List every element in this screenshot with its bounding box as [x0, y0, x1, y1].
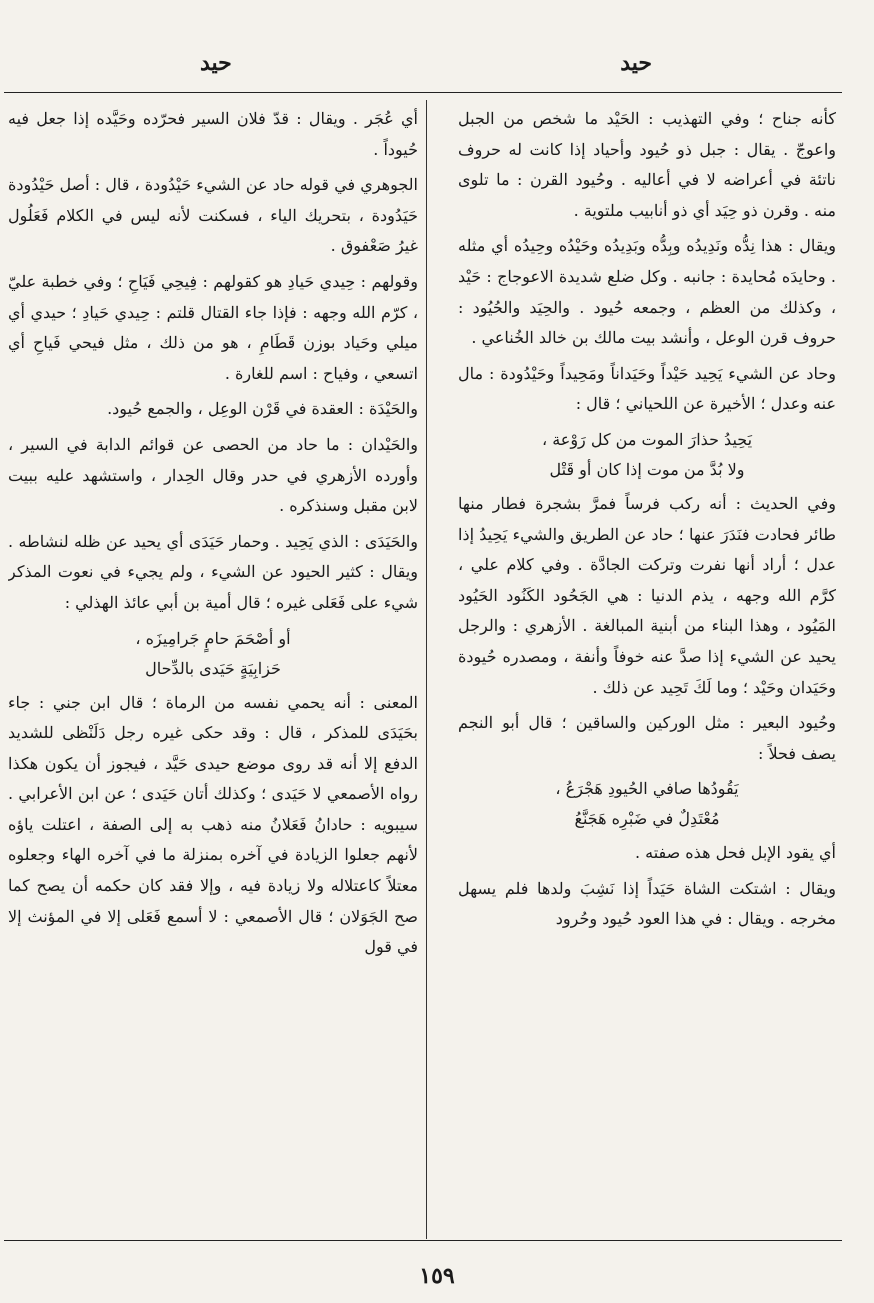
verse [458, 425, 836, 485]
footer-rule [4, 1240, 842, 1241]
paragraph: الجوهري في قوله حاد عن الشيء حَيْدُودة ، قال : أصل حَيْدُودة حَيَدُودة ، بتحريك الياء ، فسكنت لأنه ليس في الكلام فَعَلُول غيرُ صَعْفوق . [8, 175, 418, 256]
column-divider [426, 100, 427, 1239]
verse-line: يَحِيدُ حذارَ الموت من كل رَوْعة ، [541, 429, 753, 449]
paragraph: وحُيود البعير : مثل الوركين والساقين ؛ قال أبو النجم يصف فحلاً : [458, 713, 836, 763]
left-running-head: حيد [200, 50, 232, 76]
paragraph: وفي الحديث : أنه ركب فرساً فمرَّ بشجرة فطار منها طائر فحادت فنَدَرَ عنها ؛ حاد عن الطريق والشيء يَحِيدُ إذا عدل ؛ أراد أنها نفرت وتركت الجادَّة . وفي كلام علي ، كرَّم الله وجهه ، يذم الدنيا : هي الجَحُود الكَنُود الحَيُود المَيُود ، وهذا البناء من أبنية المبالغة . الأزهري : والرجل يحيد عن الشيء إذا صدَّ عنه خوفاً وأنفة ، ومصدره حُيودة وحَيَدان وحَيْد ؛ وما لَكَ تَحِيد عن ذلك . [458, 493, 836, 697]
paragraph: أي يقود الإبل فحل هذه صفته . [634, 843, 836, 863]
verse-line: أو أصْحَمَ حامٍ جَرامِيزَه ، [135, 628, 291, 648]
left-column [8, 104, 418, 1233]
paragraph: كأنه جناح ؛ وفي التهذيب : الحَيْد ما شخص من الجبل واعوجّ . يقال : جبل ذو حُيود وأحياد إذا كانت له حروف ناتئة في أعراضه لا في أعاليه . وحُيود القرن : ما تلوى منه . وقرن ذو حِيَد أي ذو أنابيب ملتوية . [458, 109, 836, 220]
paragraph: وحاد عن الشيء يَحِيد حَيْداً وحَيَداناً ومَحِيداً وحَيْدُودة : مال عنه وعدل ؛ الأخيرة عن اللحياني ؛ قال : [458, 363, 836, 414]
paragraph: والحَيْدَة : العقدة في قَرْن الوعِل ، والجمع حُيود. [107, 399, 418, 419]
paragraph: ويقال : هذا نِدُّه ونَدِيدُه وبِدُّه وبَدِيدُه وحَيْدُه وحِيدُه أي مثله . وحايدَه مُحايدة : جانبه . وكل ضلع شديدة الاعوجاج : حَيْد ، وكذلك من العظم ، وجمعه حُيود . والحِيَد والحُيُود : حروف قرن الوعل ، وأنشد بيت مالك بن خالد الخُناعي . [458, 236, 836, 348]
verse-line: حَزابِيَةٍ حَيَدى بالدِّحال [145, 658, 281, 678]
paragraph: وقولهم : حِيدي حَيادِ هو كقولهم : فِيحِي فَيَاحِ ؛ وفي خطبة عليّ ، كرّم الله وجهه : فإذا جاء القتال قلتم : حِيدي حَيادِ ؛ حيدي أي ميلي وحَياد بوزن قَطَامِ ، هو من ذلك ، مثل فيحي فَياحِ أي اتسعي ، وفياح : اسم للغارة . [8, 271, 418, 383]
verse-line: يَقُودُها صافي الحُيودِ هَجْرَعُ ، [555, 779, 739, 799]
verse [458, 774, 836, 834]
paragraph: أي عُجَر . ويقال : قدّ فلان السير فحرّده وحَيَّده إذا جعل فيه حُيوداً . [8, 109, 418, 159]
header-rule [4, 92, 842, 93]
verse-line: مُعْتَدِلٌ في ضَبْرِه هَجَنَّعُ [574, 809, 720, 829]
right-column [458, 104, 836, 1233]
verse-line: ولا بُدَّ من موت إذا كان أو قَتْل [549, 459, 745, 479]
paragraph: المعنى : أنه يحمي نفسه من الرماة ؛ قال ابن جني : جاء بحَيَدَى للمذكر ، قال : وقد حكى غيره رجل دَلَنْظى للشديد الدفع إلا أنه قد روى موضع حيدى حَيَّد ، فيجوز أن يكون هكذا رواه الأصمعي لا حَيَدى ؛ وكذلك أتان حَيَدى ؛ عن ابن الأعرابي . سيبويه : حادانُ فَعَلانُ منه ذهب به إلى الصفة ، اعتلت ياؤه لأنهم جعلوا الزيادة في آخره بمنزلة ما في آخره الهاء وجعلوه معتلاً كاعتلاله ولا زيادة فيه ، وإلا فقد كان حكمه أن يصح كما صح الجَوَلان ؛ قال الأصمعي : لا أسمع فَعَلى إلا في المؤنث إلا في قول [8, 692, 418, 957]
verse [8, 624, 418, 684]
paragraph: ويقال : اشتكت الشاة حَيَداً إذا نَشِبَ ولدها فلم يسهل مخرجه . ويقال : في هذا العود حُيود وحُرود [458, 878, 836, 929]
paragraph: والحَيَدَى : الذي يَحِيد . وحمار حَيَدَى أي يحيد عن ظله لنشاطه . ويقال : كثير الحيود عن الشيء ، ولم يجيء في نعوت المذكر شيء على فَعَلى غيره ؛ قال أمية بن أبي عائذ الهذلي : [8, 531, 418, 612]
paragraph: والحَيْدان : ما حاد من الحصى عن قوائم الدابة في السير ، وأورده الأزهري في حدر وقال الحِدار ، واستشهد عليه ببيت لابن مقبل وسنذكره . [8, 434, 418, 516]
page-number: ١٥٩ [419, 1263, 455, 1289]
right-running-head: حيد [620, 50, 652, 76]
